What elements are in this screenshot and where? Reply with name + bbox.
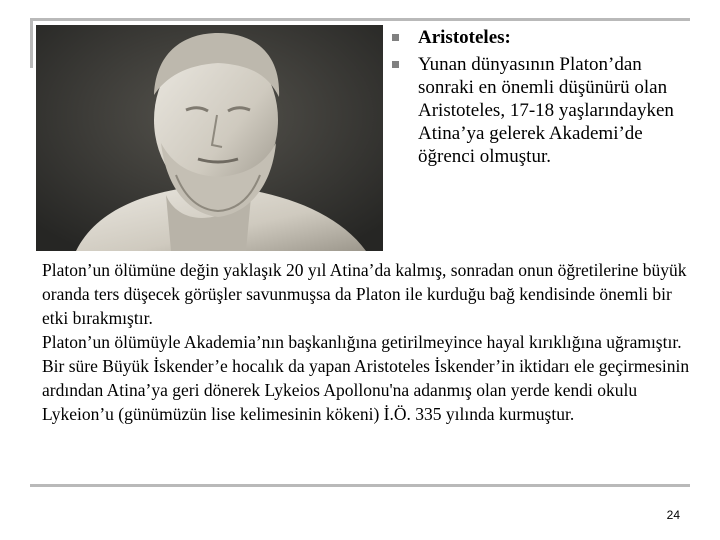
bust-illustration [36, 25, 383, 251]
bullet-title-text: Aristoteles: [418, 27, 511, 48]
square-bullet-icon [392, 61, 399, 68]
page-number: 24 [666, 508, 680, 522]
bullet-intro-text: Yunan dünyasının Platon’dan sonraki en önemli düşünürü olan Aristoteles, 17-18 yaşlarındayken Atina’ya gelerek Akademi’de öğrenci olmuştur. [418, 54, 674, 167]
square-bullet-icon [392, 34, 399, 41]
bullet-list [390, 26, 690, 172]
frame-top-line [30, 18, 690, 21]
aristotle-bust-image [36, 25, 383, 251]
body-paragraph: Platon’un ölümüne değin yaklaşık 20 yıl Atina’da kalmış, sonradan onun öğretilerine büyük oranda ters düşecek görüşler savunmuşsa da Platon ile kurduğu bağ kendisinde önemli bir etki bırakmıştır. [42, 260, 687, 328]
body-text [42, 258, 692, 426]
body-paragraph: Bir süre Büyük İskender’e hocalık da yapan Aristoteles İskender’in iktidarı ele geçirmesinin ardından Atina’ya geri dönerek Lykeios Apollonu'na adanmış olan yerde kendi okulu Lykeion’u (günümüzün lise kelimesinin kökeni) İ.Ö. 335 yılında kurmuştur. [42, 356, 690, 424]
bullet-item-title [390, 26, 690, 49]
bullet-item-intro [390, 53, 690, 168]
body-paragraph: Platon’un ölümüyle Akademia’nın başkanlığına getirilmeyince hayal kırıklığına uğramıştır. [42, 332, 682, 352]
frame-bottom-line [30, 484, 690, 487]
frame-left-line [30, 18, 33, 68]
